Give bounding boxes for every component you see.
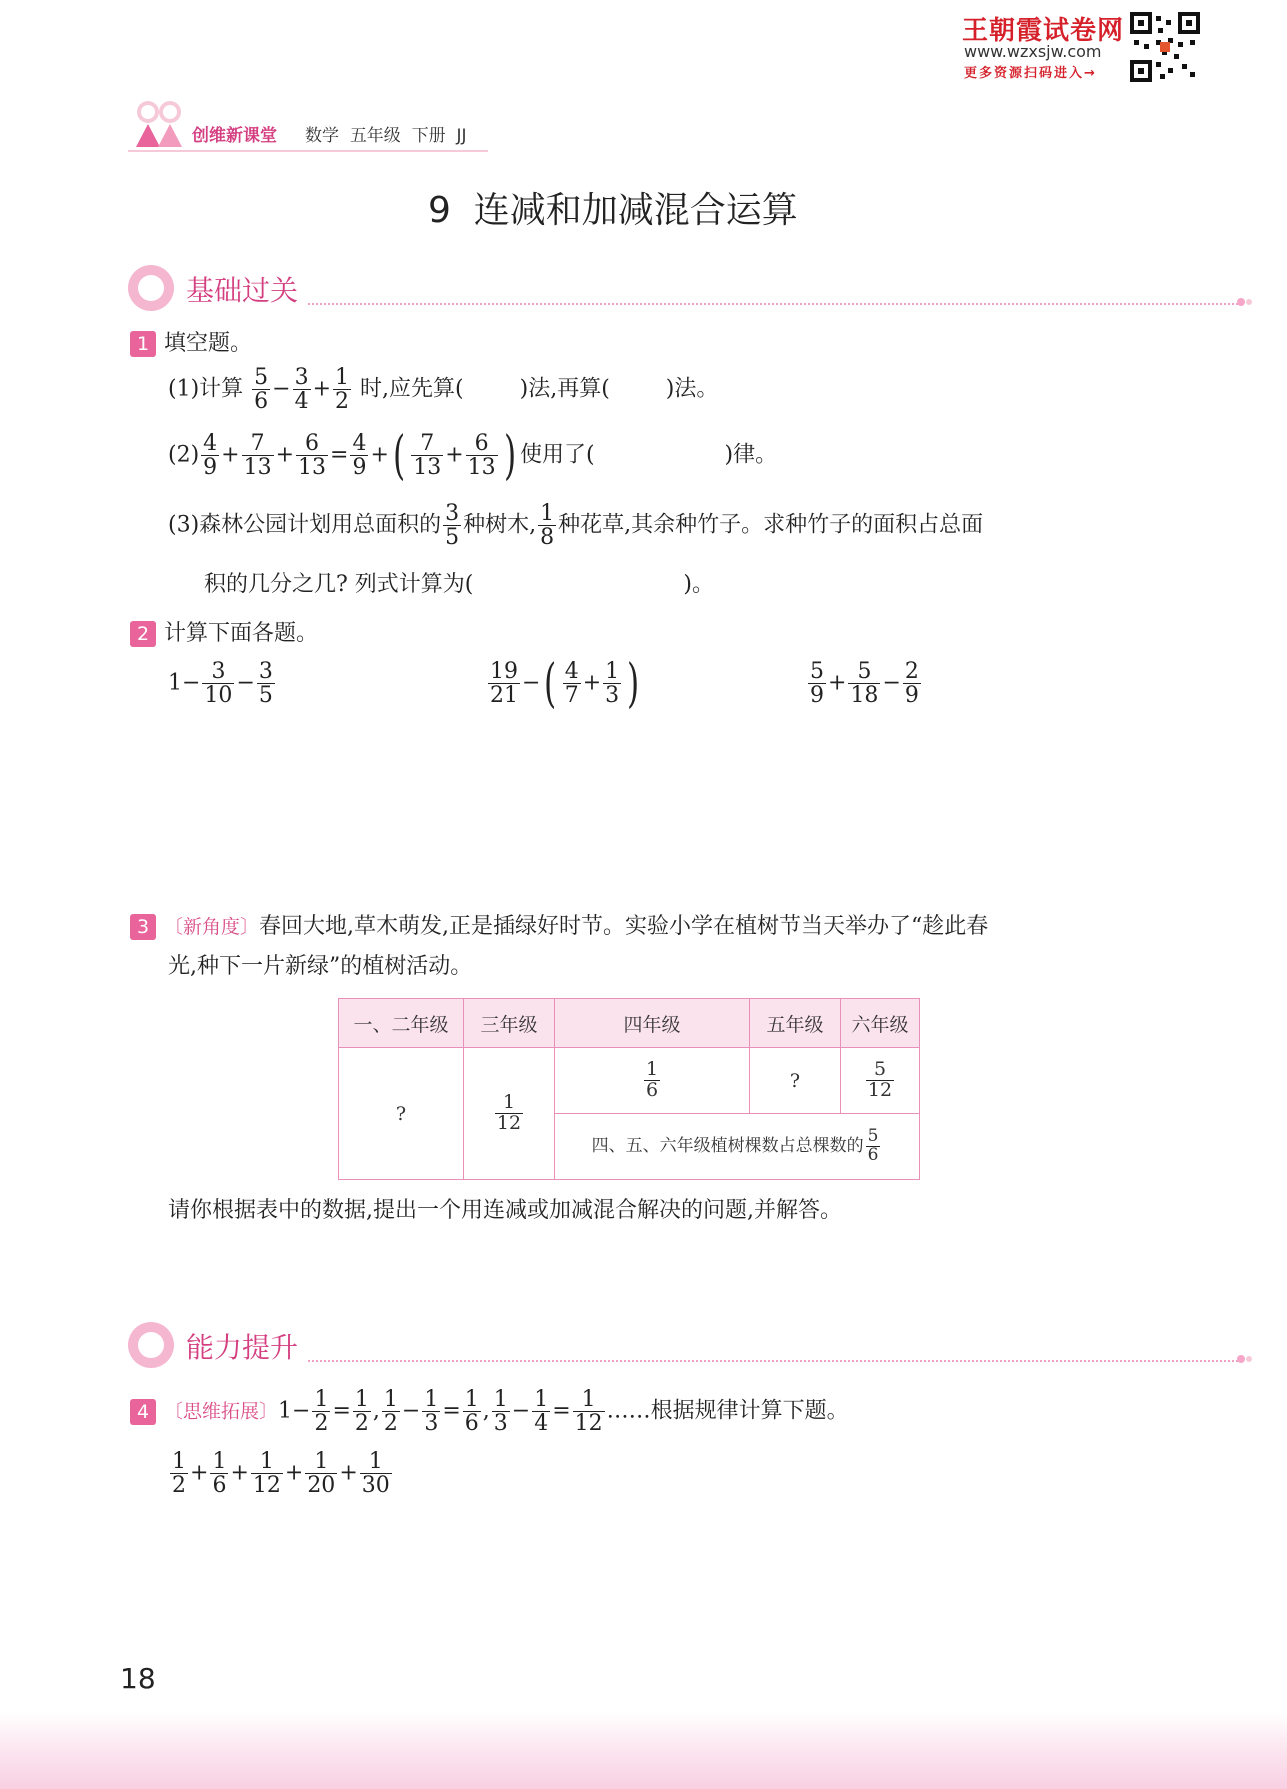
fraction xyxy=(293,366,311,413)
q1p3-c: 种花草,其余种竹子。求种竹子的面积占总面 xyxy=(558,512,984,538)
q1p2-b: 使用了( xyxy=(519,442,595,468)
numerator: 2 xyxy=(904,659,919,684)
q1p1-d: )法。 xyxy=(665,376,719,402)
denominator: 9 xyxy=(203,455,218,481)
fraction xyxy=(201,432,219,479)
q2-label: 计算下面各题。 xyxy=(164,621,319,646)
numerator: 4 xyxy=(564,659,579,684)
fraction xyxy=(210,1450,228,1497)
q1p3-b: 种树木, xyxy=(463,512,537,538)
denominator: 3 xyxy=(424,1411,439,1437)
op-plus: + xyxy=(275,442,295,468)
numerator: 3 xyxy=(211,659,226,684)
numerator: 1 xyxy=(502,1091,516,1114)
q2-expr-3 xyxy=(806,660,923,707)
numerator: 1 xyxy=(335,365,350,390)
fraction xyxy=(573,1388,605,1435)
numerator: 5 xyxy=(254,365,269,390)
comma: , xyxy=(372,1398,380,1424)
denominator: 12 xyxy=(867,1079,893,1101)
section-title: 能力提升 xyxy=(186,1331,299,1364)
op-minus: − xyxy=(522,670,541,696)
table-cell xyxy=(841,1048,920,1114)
numerator: 5 xyxy=(857,659,872,684)
q4-tag: 〔思维拓展〕 xyxy=(164,1400,279,1423)
header-divider xyxy=(128,150,488,152)
numerator: 19 xyxy=(490,659,518,684)
comma: , xyxy=(482,1398,490,1424)
fraction xyxy=(463,1388,481,1435)
fraction xyxy=(296,432,328,479)
denominator: 18 xyxy=(850,683,879,709)
fraction xyxy=(411,432,443,479)
numerator: 1 xyxy=(259,1449,274,1474)
numerator: 1 xyxy=(212,1449,227,1474)
fraction xyxy=(466,432,498,479)
fraction xyxy=(305,1450,337,1497)
numerator: 1 xyxy=(354,1387,369,1412)
page-title: 9 连减和加减混合运算 xyxy=(428,190,798,231)
denominator: 8 xyxy=(540,525,555,551)
numerator: 1 xyxy=(383,1387,398,1412)
table-header: 三年级 xyxy=(464,999,555,1048)
numerator: 1 xyxy=(368,1449,383,1474)
denominator: 4 xyxy=(294,389,309,415)
numerator: 1 xyxy=(464,1387,479,1412)
right-paren: ) xyxy=(627,653,640,714)
denominator: 2 xyxy=(172,1473,186,1499)
dots-icon xyxy=(1236,1352,1252,1366)
table-cell xyxy=(555,1048,750,1114)
fraction xyxy=(644,1060,660,1101)
numerator: 3 xyxy=(294,365,309,390)
fraction xyxy=(350,432,368,479)
left-paren: ( xyxy=(544,653,557,714)
numerator: 5 xyxy=(810,659,824,684)
q4-expr xyxy=(168,1450,394,1497)
op-minus: − xyxy=(236,670,255,696)
denominator: 13 xyxy=(243,455,272,481)
op-plus: + xyxy=(582,670,602,696)
q4-line1 xyxy=(130,1388,849,1435)
fraction xyxy=(443,502,461,549)
denominator: 2 xyxy=(335,389,350,415)
op-eq: = xyxy=(332,1398,351,1424)
header-grade: 五年级 xyxy=(349,126,401,146)
table-header: 一、二年级 xyxy=(339,999,464,1048)
denominator: 9 xyxy=(810,683,824,709)
op-eq: = xyxy=(442,1398,461,1424)
mascot-logo xyxy=(128,92,188,152)
op-plus: + xyxy=(190,1460,209,1486)
section-basic xyxy=(128,265,1128,315)
brand-url[interactable]: www.wzxsjw.com xyxy=(964,42,1102,61)
numerator: 1 xyxy=(605,659,620,684)
q1-heading xyxy=(130,326,252,357)
op-plus: + xyxy=(445,442,464,468)
q4-tail: ……根据规律计算下题。 xyxy=(606,1398,849,1424)
fraction xyxy=(532,1388,550,1435)
numerator: 1 xyxy=(314,1387,329,1412)
q3-line2 xyxy=(168,949,472,980)
q1-label: 填空题。 xyxy=(164,331,253,356)
dots-icon xyxy=(1236,295,1252,309)
denominator: 21 xyxy=(490,683,518,709)
fraction xyxy=(866,1128,881,1165)
op-minus: − xyxy=(182,670,201,696)
q1p3-a: (3)森林公园计划用总面积的 xyxy=(168,512,442,538)
fraction xyxy=(866,1060,894,1101)
section-badge-icon xyxy=(128,265,174,311)
q3-tag: 〔新角度〕 xyxy=(164,916,260,938)
numerator: 1 xyxy=(540,501,555,526)
fraction xyxy=(252,366,270,413)
page-number: 18 xyxy=(120,1662,156,1695)
denominator: 13 xyxy=(413,455,442,481)
op-plus: + xyxy=(230,1460,249,1486)
denominator: 13 xyxy=(467,455,496,481)
numerator: 3 xyxy=(258,659,273,684)
table-header: 六年级 xyxy=(841,999,920,1048)
denominator: 30 xyxy=(361,1473,390,1499)
header-meta xyxy=(305,121,466,146)
numerator: 5 xyxy=(873,1058,887,1081)
op-minus: − xyxy=(272,376,291,402)
denominator: 9 xyxy=(352,455,367,481)
numerator: 6 xyxy=(305,431,320,456)
q3-prompt xyxy=(168,1193,842,1224)
fraction xyxy=(488,660,520,707)
q3-text2: 光,种下一片新绿”的植树活动。 xyxy=(168,954,473,979)
table-cell-unknown: ? xyxy=(339,1048,464,1180)
denominator: 6 xyxy=(212,1473,227,1499)
header-subject: 数学 xyxy=(305,126,339,146)
op-plus: + xyxy=(370,442,389,468)
denominator: 6 xyxy=(645,1079,659,1101)
denominator: 2 xyxy=(383,1411,398,1437)
op-plus: + xyxy=(339,1460,358,1486)
q1-number: 1 xyxy=(130,331,156,357)
q3-text1: 春回大地,草木萌发,正是插绿好时节。实验小学在植树节当天举办了“趁此春 xyxy=(259,914,989,939)
q1p2-a: (2) xyxy=(168,442,200,468)
fraction xyxy=(808,660,826,707)
denominator: 6 xyxy=(867,1145,879,1165)
fraction xyxy=(563,660,581,707)
q2-expr-1 xyxy=(168,660,277,707)
fraction xyxy=(257,660,275,707)
q2-expr-2 xyxy=(486,653,643,714)
denominator: 4 xyxy=(534,1411,549,1437)
section-divider xyxy=(308,303,1238,305)
q3-line1 xyxy=(130,909,988,940)
numerator: 1 xyxy=(493,1387,508,1412)
op-minus: − xyxy=(401,1398,421,1424)
q3-prompt-text: 请你根据表中的数据,提出一个用连减或加减混合解决的问题,并解答。 xyxy=(168,1198,842,1223)
numerator: 1 xyxy=(314,1449,329,1474)
q1p3-d: 积的几分之几? 列式计算为( xyxy=(204,572,474,597)
table-cell xyxy=(464,1048,555,1180)
fraction xyxy=(360,1450,392,1497)
section-advanced xyxy=(128,1322,1128,1372)
left-paren: ( xyxy=(392,425,406,486)
fraction xyxy=(422,1388,440,1435)
denominator: 9 xyxy=(904,683,919,709)
numerator: 3 xyxy=(445,501,460,526)
numerator: 1 xyxy=(172,1449,186,1474)
numerator: 7 xyxy=(250,431,265,456)
fraction xyxy=(382,1388,400,1435)
op-minus: − xyxy=(292,1398,311,1424)
numerator: 6 xyxy=(474,431,489,456)
q3-number: 3 xyxy=(130,914,156,940)
section-title: 基础过关 xyxy=(186,274,299,307)
op-eq: = xyxy=(330,442,349,468)
denominator: 10 xyxy=(204,683,233,709)
q1-part2 xyxy=(168,425,778,486)
denominator: 2 xyxy=(314,1411,329,1437)
section-divider xyxy=(308,1360,1238,1362)
fraction xyxy=(170,1450,188,1497)
denominator: 20 xyxy=(307,1473,336,1499)
q1p2-c: )律。 xyxy=(724,442,778,468)
denominator: 6 xyxy=(254,389,269,415)
numerator: 4 xyxy=(352,431,367,456)
fraction xyxy=(312,1388,330,1435)
op-minus: − xyxy=(511,1398,531,1424)
header-edition: JJ xyxy=(456,126,467,146)
qr-code-icon[interactable] xyxy=(1130,12,1200,82)
denominator: 6 xyxy=(464,1411,479,1437)
fraction xyxy=(538,502,556,549)
header-volume: 下册 xyxy=(411,126,446,146)
op-minus: − xyxy=(882,670,901,696)
note-text: 四、五、六年级植树棵数占总棵数的 xyxy=(591,1136,864,1156)
denominator: 7 xyxy=(564,683,579,709)
table-header: 四年级 xyxy=(555,999,750,1048)
numerator: 1 xyxy=(581,1387,596,1412)
footer-band xyxy=(0,1712,1287,1789)
denominator: 2 xyxy=(354,1411,369,1437)
one: 1 xyxy=(278,1398,293,1424)
q1p1-a: (1)计算 xyxy=(168,376,244,402)
q1-part3 xyxy=(168,502,983,549)
denominator: 5 xyxy=(258,683,273,709)
q1p3-e: )。 xyxy=(683,572,714,597)
op-eq: = xyxy=(552,1398,571,1424)
brand-name: 王朝霞试卷网 xyxy=(962,16,1125,46)
fraction xyxy=(495,1093,523,1134)
fraction xyxy=(353,1388,371,1435)
op-plus: + xyxy=(284,1460,304,1486)
fraction xyxy=(603,660,621,707)
q2-heading xyxy=(130,616,318,647)
scan-text: 更多资源扫码进入→ xyxy=(964,66,1097,81)
q2-number: 2 xyxy=(130,621,156,647)
denominator: 3 xyxy=(493,1411,508,1437)
op-plus: + xyxy=(312,376,332,402)
section-badge-icon xyxy=(128,1322,174,1368)
denominator: 12 xyxy=(496,1112,522,1134)
q1-part3-cont xyxy=(204,567,714,598)
denominator: 3 xyxy=(605,683,620,709)
denominator: 12 xyxy=(252,1473,281,1499)
numerator: 1 xyxy=(534,1387,549,1412)
q1p1-c: )法,再算( xyxy=(519,376,610,402)
denominator: 12 xyxy=(574,1411,603,1437)
table-cell-unknown: ? xyxy=(750,1048,841,1114)
numerator: 1 xyxy=(645,1058,659,1081)
right-paren: ) xyxy=(503,425,516,486)
numerator: 1 xyxy=(424,1387,439,1412)
table-cell-note xyxy=(555,1114,920,1180)
one: 1 xyxy=(168,670,182,696)
q4-number: 4 xyxy=(130,1399,156,1425)
numerator: 7 xyxy=(420,431,435,456)
fraction xyxy=(251,1450,283,1497)
q1p1-b: 时,应先算( xyxy=(360,376,464,402)
denominator: 13 xyxy=(298,455,327,481)
fraction xyxy=(848,660,880,707)
fraction xyxy=(242,432,274,479)
fraction xyxy=(492,1388,510,1435)
tree-planting-table xyxy=(338,998,920,1180)
op-plus: + xyxy=(828,670,847,696)
numerator: 5 xyxy=(867,1126,879,1147)
numerator: 4 xyxy=(203,431,218,456)
fraction xyxy=(333,366,351,413)
table-header: 五年级 xyxy=(750,999,841,1048)
series-name: 创维新课堂 xyxy=(192,126,277,146)
fraction xyxy=(903,660,921,707)
denominator: 5 xyxy=(445,525,460,551)
q1-part1 xyxy=(168,366,718,413)
op-plus: + xyxy=(221,442,240,468)
fraction xyxy=(202,660,234,707)
